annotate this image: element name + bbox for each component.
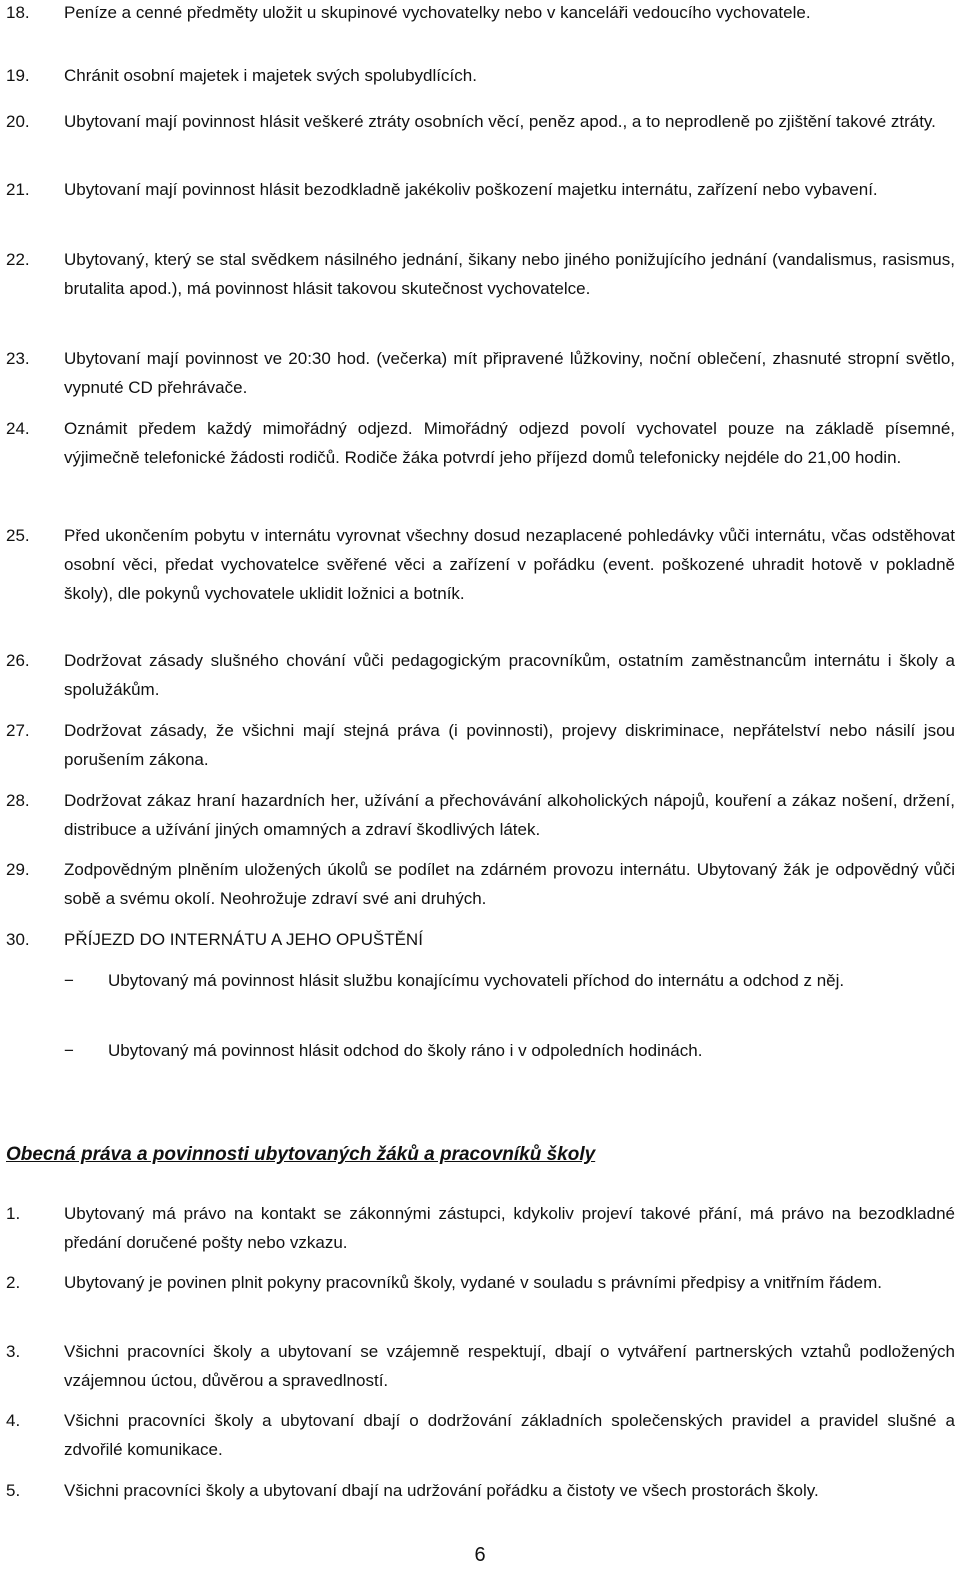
item-number: 24. [6, 419, 30, 438]
item-text: Dodržovat zásady slušného chování vůči pedagogickým pracovníkům, ostatním zaměstnancům internátu i školy a spolužákům. [64, 651, 955, 699]
dash-symbol: − [64, 1041, 74, 1060]
dash-item-text: Ubytovaný má povinnost hlásit službu konajícímu vychovateli příchod do internátu a odchod z něj. [108, 971, 845, 990]
item-text: Dodržovat zásady, že všichni mají stejná práva (i povinnosti), projevy diskriminace, nepřátelství nebo násilí jsou porušením zákona. [64, 721, 955, 769]
item-number: 30. [6, 930, 30, 949]
item-number: 4. [6, 1411, 21, 1430]
item-text: Chránit osobní majetek i majetek svých spolubydlících. [64, 66, 477, 85]
item-text: Ubytovaní mají povinnost hlásit veškeré ztráty osobních věcí, peněz apod., a to neprodleně po zjištění takové ztráty. [64, 112, 936, 131]
item-text: Všichni pracovníci školy a ubytovaní dbají na udržování pořádku a čistoty ve všech prostorách školy. [64, 1481, 819, 1500]
item-number: 19. [6, 66, 30, 85]
item-number: 23. [6, 349, 30, 368]
item-number: 5. [6, 1481, 21, 1500]
item-text: Oznámit předem každý mimořádný odjezd. Mimořádný odjezd povolí vychovatel pouze na základě písemné, výjimečně telefonické žádosti rodičů. Rodiče žáka potvrdí jeho příjezd domů telefonicky nejdéle do 21,00 hodin. [64, 419, 955, 467]
item-number: 1. [6, 1204, 21, 1223]
item-text: Všichni pracovníci školy a ubytovaní dbají o dodržování základních společenských pravidel a pravidel slušné a zdvořilé komunikace. [64, 1411, 955, 1459]
item-text: Peníze a cenné předměty uložit u skupinové vychovatelky nebo v kanceláři vedoucího vychovatele. [64, 3, 811, 22]
item-text: Zodpovědným plněním uložených úkolů se podílet na zdárném provozu internátu. Ubytovaný žák je odpovědný vůči sobě a svému okolí. Neohrožuje zdraví své ani druhých. [64, 860, 955, 908]
item-text: Před ukončením pobytu v internátu vyrovnat všechny dosud nezaplacené pohledávky vůči internátu, včas odstěhovat osobní věci, předat vychovatelce svěřené věci a zařízení v pořádku (event. poškozené uhradit hotově v pokladně školy), dle pokynů vychovatele uklidit ložnici a botník. [64, 526, 955, 603]
item-number: 2. [6, 1273, 21, 1292]
item-number: 22. [6, 250, 30, 269]
dash-symbol: − [64, 971, 74, 990]
item-text: Ubytovaný je povinen plnit pokyny pracovníků školy, vydané v souladu s právními předpisy a vnitřním řádem. [64, 1273, 882, 1292]
item-number: 28. [6, 791, 30, 810]
section-heading: Obecná práva a povinnosti ubytovaných žáků a pracovníků školy [6, 1144, 596, 1165]
dash-item-text: Ubytovaný má povinnost hlásit odchod do školy ráno i v odpoledních hodinách. [108, 1041, 703, 1060]
item-number: 27. [6, 721, 30, 740]
item-number: 21. [6, 180, 30, 199]
item-text: PŘÍJEZD DO INTERNÁTU A JEHO OPUŠTĚNÍ [64, 930, 423, 949]
item-text: Ubytovaný má právo na kontakt se zákonnými zástupci, kdykoliv projeví takové přání, má právo na bezodkladné předání doručené pošty nebo vzkazu. [64, 1204, 955, 1252]
item-number: 25. [6, 526, 30, 545]
item-text: Ubytovaní mají povinnost hlásit bezodkladně jakékoliv poškození majetku internátu, zařízení nebo vybavení. [64, 180, 878, 199]
item-text: Ubytovaný, který se stal svědkem násilného jednání, šikany nebo jiného ponižujícího jednání (vandalismus, rasismus, brutalita apod.), má povinnost hlásit takovou skutečnost vychovatelce. [64, 250, 955, 298]
item-number: 20. [6, 112, 30, 131]
item-text: Ubytovaní mají povinnost ve 20:30 hod. (večerka) mít připravené lůžkoviny, noční oblečení, zhasnuté stropní světlo, vypnuté CD přehrávače. [64, 349, 955, 397]
item-number: 26. [6, 651, 30, 670]
item-text: Všichni pracovníci školy a ubytovaní se vzájemně respektují, dbají o vytváření partnerských vztahů podložených vzájemnou úctou, důvěrou a spravedlností. [64, 1342, 955, 1390]
item-number: 18. [6, 3, 30, 22]
item-number: 3. [6, 1342, 21, 1361]
item-text: Dodržovat zákaz hraní hazardních her, užívání a přechovávání alkoholických nápojů, kouření a zákaz nošení, držení, distribuce a užívání jiných omamných a zdraví škodlivých látek. [64, 791, 955, 839]
item-number: 29. [6, 860, 30, 879]
page-number: 6 [474, 1544, 486, 1566]
